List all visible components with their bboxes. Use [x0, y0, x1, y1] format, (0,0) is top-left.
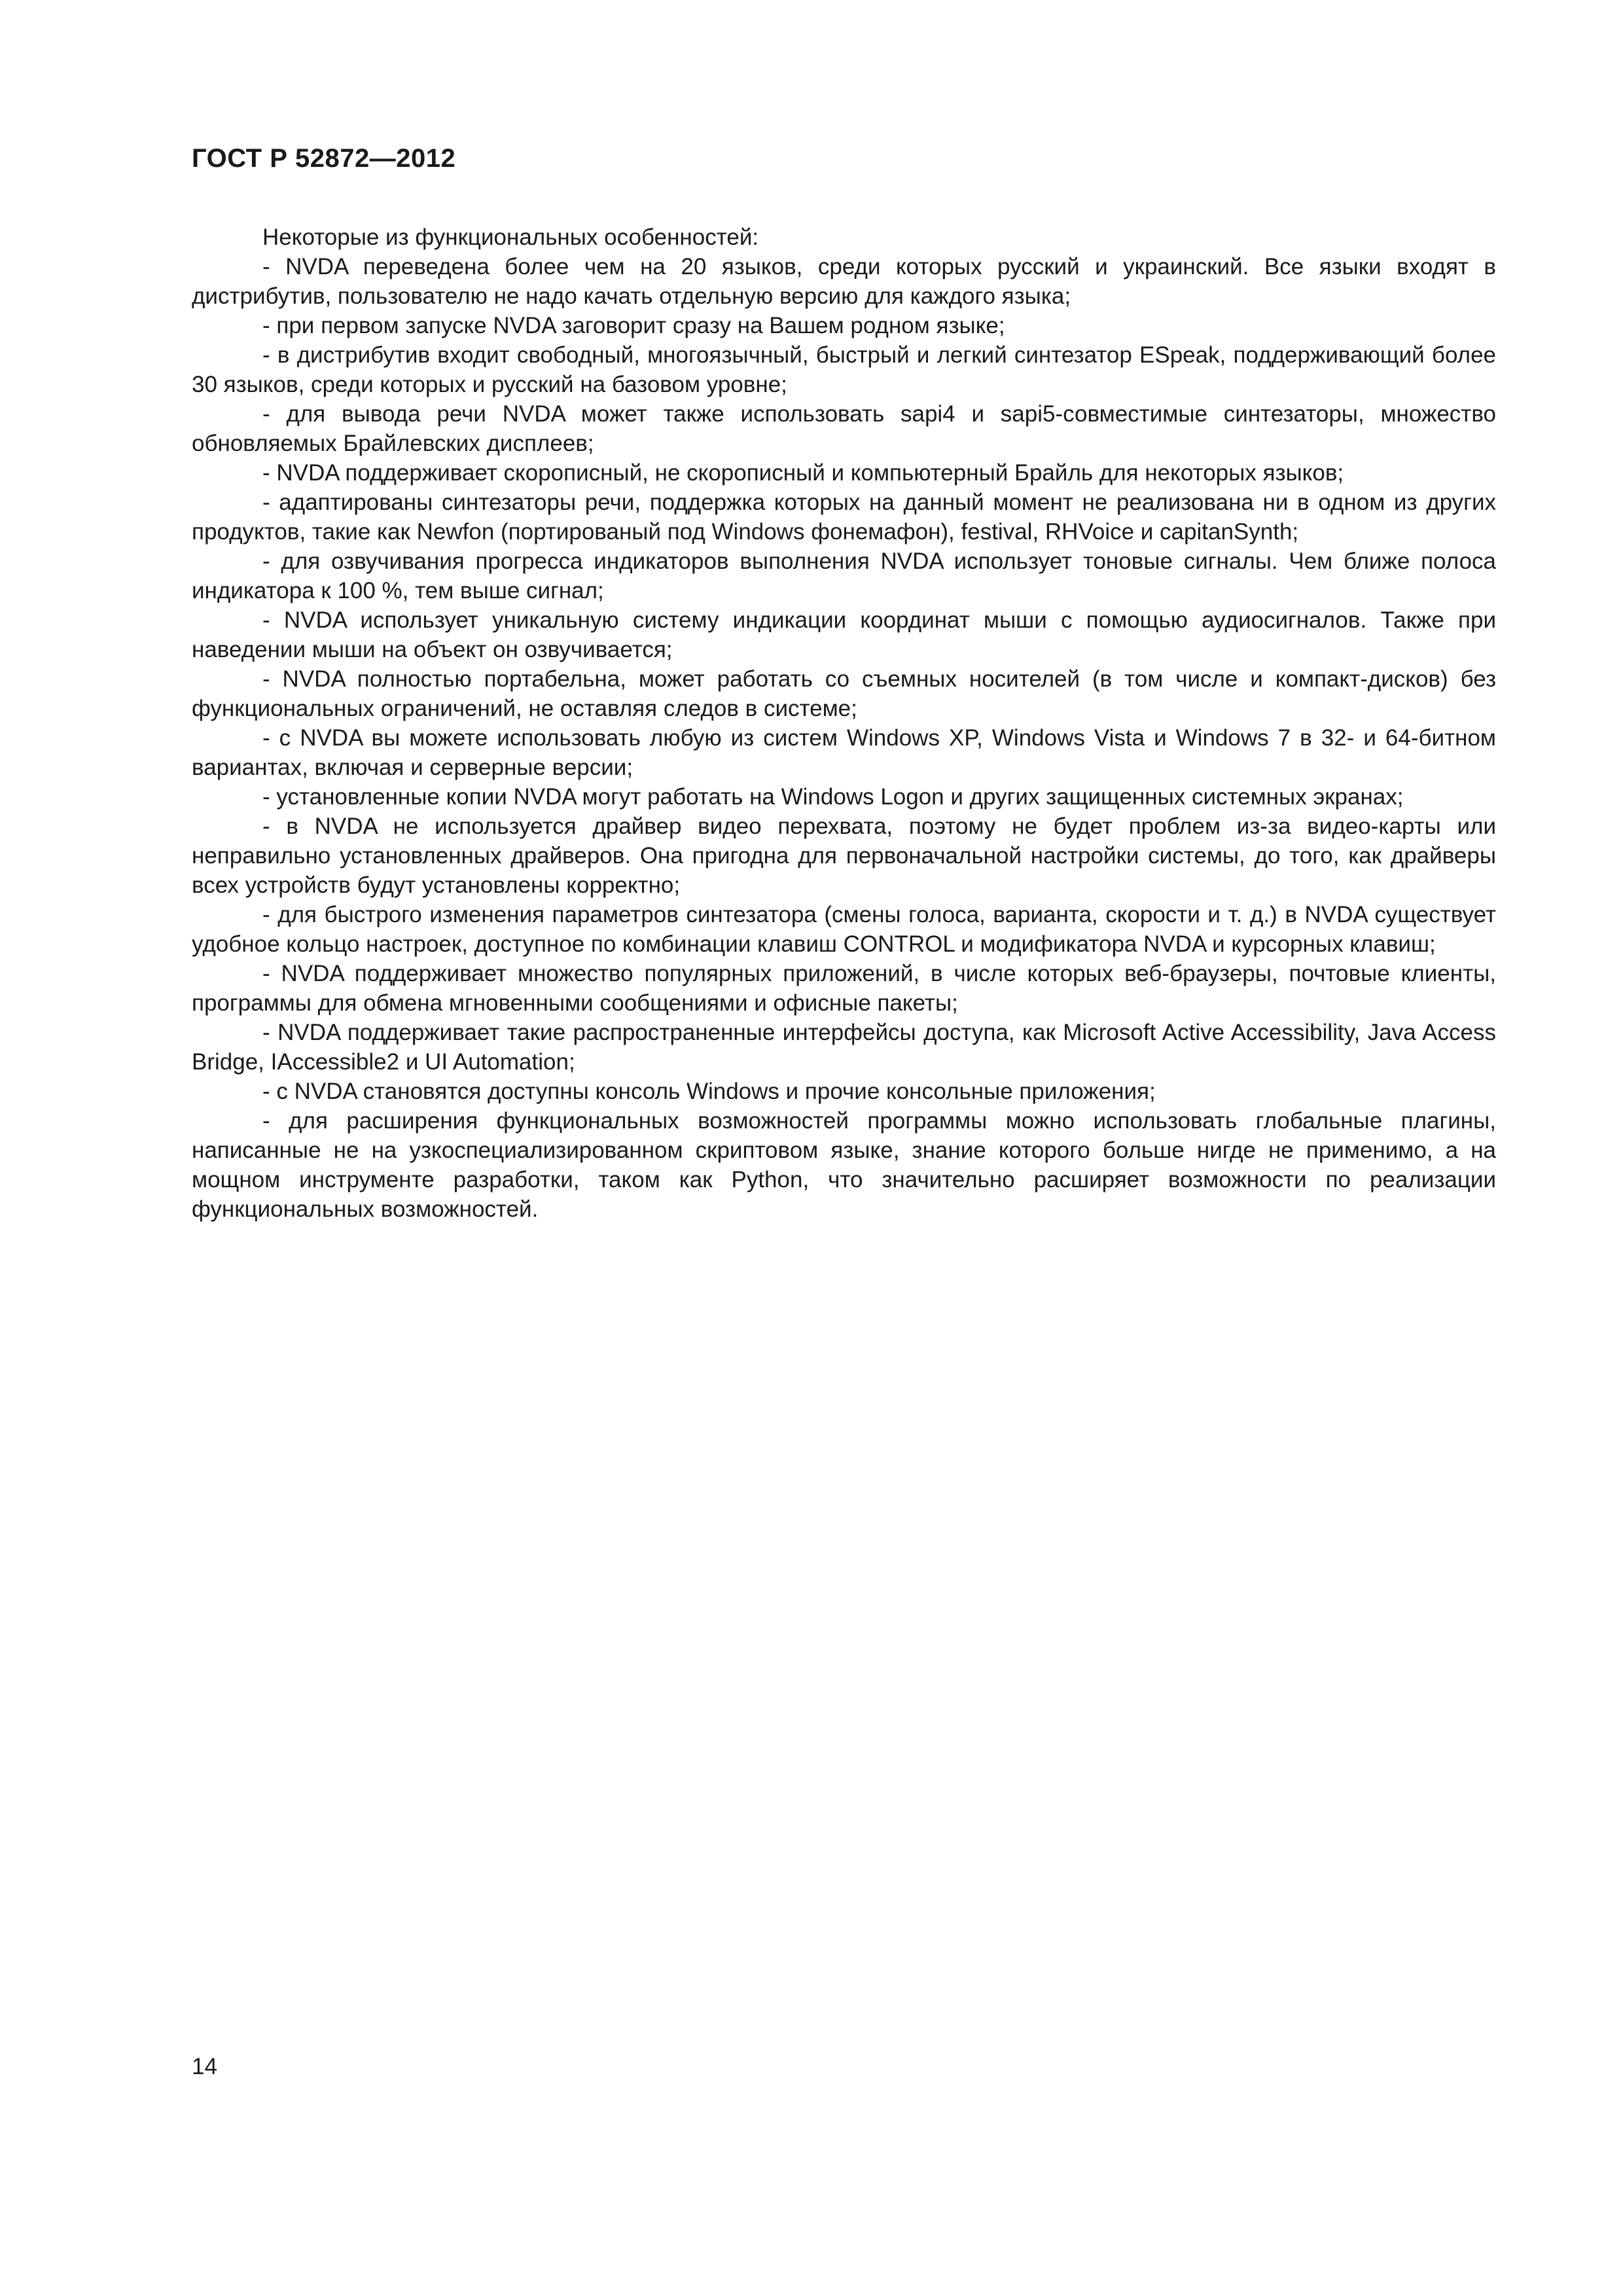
body-text: [192, 223, 1496, 1224]
list-item: - адаптированы синтезаторы речи, поддержка которых на данный момент не реализована ни в одном из других продуктов, такие как Newfon (портированый под Windows фонемафон), festival, RHVoice и capitanSynth;: [192, 490, 1496, 545]
list-item: - с NVDA вы можете использовать любую из систем Windows XP, Windows Vista и Windows 7 в 32- и 64-битном вариантах, включая и серверные версии;: [192, 725, 1496, 780]
list-item: - для вывода речи NVDA может также использовать sapi4 и sapi5-совместимые синтезаторы, множество обновляемых Брайлевских дисплеев;: [192, 401, 1496, 456]
list-item: - NVDA переведена более чем на 20 языков, среди которых русский и украинский. Все языки входят в дистрибутив, пользователю не надо качать отдельную версию для каждого языка;: [192, 254, 1496, 309]
list-item: - установленные копии NVDA могут работать на Windows Logon и других защищенных системных экранах;: [262, 784, 1404, 810]
list-item: - в дистрибутив входит свободный, многоязычный, быстрый и легкий синтезатор ESpeak, поддерживающий более 30 языков, среди которых и русский на базовом уровне;: [192, 342, 1496, 397]
list-item: - NVDA использует уникальную систему индикации координат мыши с помощью аудиосигналов. Также при наведении мыши на объект он озвучивается;: [192, 607, 1496, 662]
standard-header: ГОСТ Р 52872—2012: [192, 144, 456, 173]
list-item: - с NVDA становятся доступны консоль Windows и прочие консольные приложения;: [262, 1079, 1156, 1104]
list-item: - при первом запуске NVDA заговорит сразу на Вашем родном языке;: [262, 313, 1005, 338]
list-item: - для расширения функциональных возможностей программы можно использовать глобальные плагины, написанные не на узкоспециализированном скриптовом языке, знание которого больше нигде не применимо, а на мощном инструменте разработки, таком как Python, что значительно расширяет возможности по реализации функциональных возможностей.: [192, 1108, 1496, 1222]
list-item: - в NVDA не используется драйвер видео перехвата, поэтому не будет проблем из-за видео-карты или неправильно установленных драйверов. Она пригодна для первоначальной настройки системы, до того, как драйверы всех устройств будут установлены корректно;: [192, 814, 1496, 898]
page-number: 14: [192, 2054, 217, 2079]
list-item: - NVDA полностью портабельна, может работать со съемных носителей (в том числе и компакт-дисков) без функциональных ограничений, не оставляя следов в системе;: [192, 666, 1496, 721]
list-item: - NVDA поддерживает множество популярных приложений, в числе которых веб-браузеры, почтовые клиенты, программы для обмена мгновенными сообщениями и офисные пакеты;: [192, 961, 1496, 1016]
list-item: - для быстрого изменения параметров синтезатора (смены голоса, варианта, скорости и т. д.) в NVDA существует удобное кольцо настроек, доступное по комбинации клавиш CONTROL и модификатора NVDA и курсорных клавиш;: [192, 902, 1496, 957]
paragraph-intro: Некоторые из функциональных особенностей:: [262, 224, 759, 250]
list-item: - для озвучивания прогресса индикаторов выполнения NVDA использует тоновые сигналы. Чем ближе полоса индикатора к 100 %, тем выше сигнал;: [192, 548, 1496, 603]
list-item: - NVDA поддерживает скорописный, не скорописный и компьютерный Брайль для некоторых языков;: [262, 460, 1344, 486]
list-item: - NVDA поддерживает такие распространенные интерфейсы доступа, как Microsoft Active Accessibility, Java Access Bridge, IAccessible2 и UI Automation;: [192, 1020, 1496, 1075]
